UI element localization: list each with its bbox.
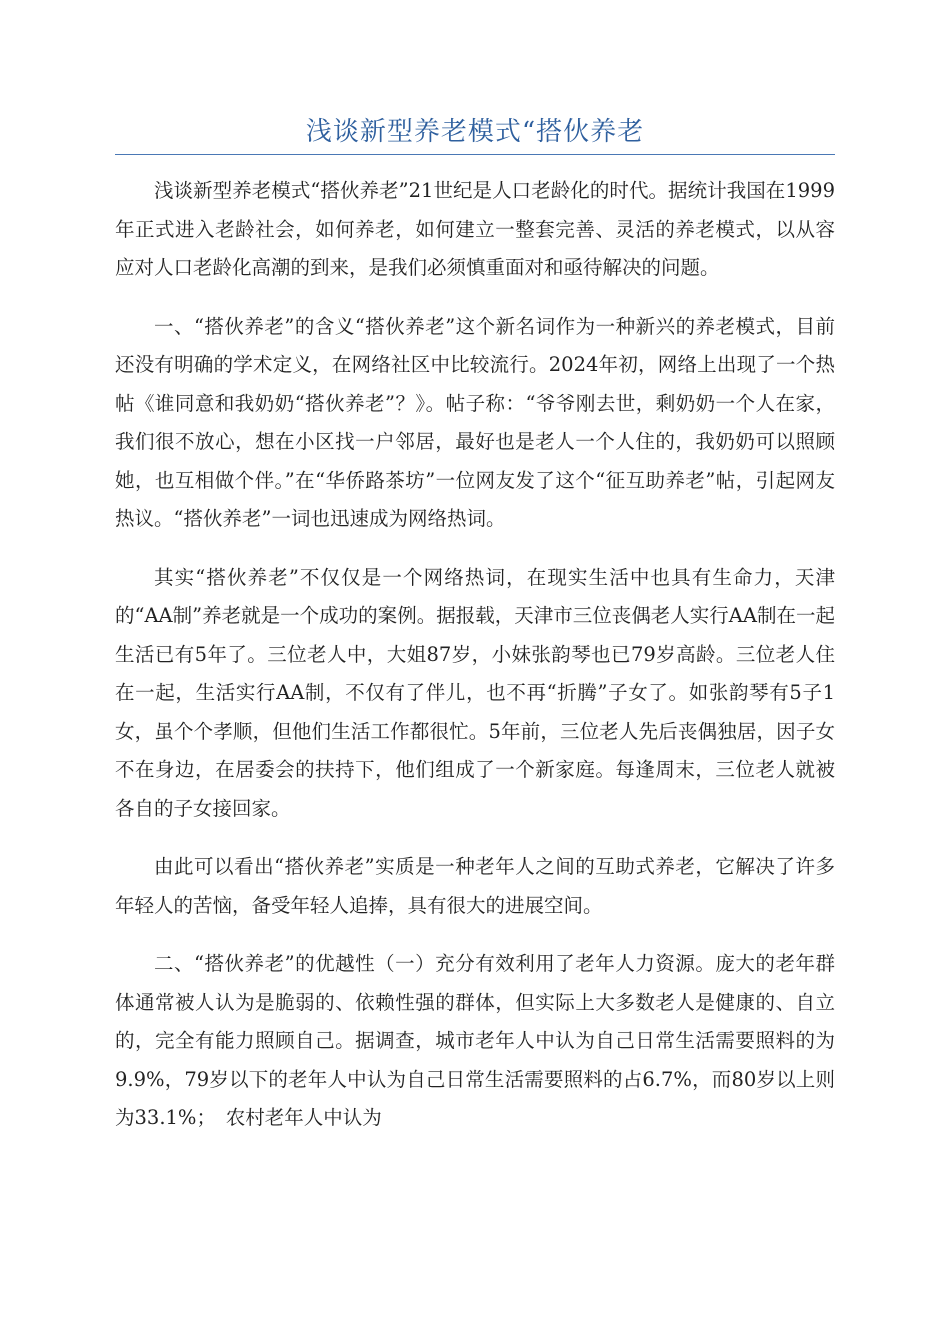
paragraph-section-1: 一、“搭伙养老”的含义“搭伙养老”这个新名词作为一种新兴的养老模式，目前还没有明确的学术定义，在网络社区中比较流行。2024年初，网络上出现了一个热帖《谁同意和我奶奶“搭伙养老”？》。帖子称：“爷爷刚去世，剩奶奶一个人在家，我们很不放心，想在小区找一户邻居，最好也是老人一个人住的，我奶奶可以照顾她，也互相做个伴。”在“华侨路茶坊”一位网友发了这个“征互助养老”帖，引起网友热议。“搭伙养老”一词也迅速成为网络热词。 <box>115 314 835 530</box>
paragraph-conclusion: 由此可以看出“搭伙养老”实质是一种老年人之间的互助式养老，它解决了许多年轻人的苦恼，备受年轻人追捧，具有很大的进展空间。 <box>115 855 835 917</box>
document-title: 浅谈新型养老模式“搭伙养老 <box>305 117 645 147</box>
paragraph-tianjin-case: 其实“搭伙养老”不仅仅是一个网络热词，在现实生活中也具有生命力，天津的“AA制”养老就是一个成功的案例。据报载，天津市三位丧偶老人实行AA制在一起生活已有5年了。三位老人中，大姐87岁，小妹张韵琴也已79岁高龄。三位老人住在一起，生活实行AA制，不仅有了伴儿，也不再“折腾”子女了。如张韵琴有5子1女，虽个个孝顺，但他们生活工作都很忙。5年前，三位老人先后丧偶独居，因子女不在身边，在居委会的扶持下，他们组成了一个新家庭。每逢周末，三位老人就被各自的子女接回家。 <box>115 565 835 820</box>
title-underline <box>115 154 835 155</box>
document-body <box>115 172 835 1158</box>
paragraph-intro: 浅谈新型养老模式“搭伙养老”21世纪是人口老龄化的时代。据统计我国在1999年正式进入老龄社会，如何养老，如何建立一整套完善、灵活的养老模式，以从容应对人口老龄化高潮的到来，是我们必须慎重面对和亟待解决的问题。 <box>115 179 835 279</box>
paragraph-section-2: 二、“搭伙养老”的优越性（一）充分有效利用了老年人力资源。庞大的老年群体通常被人认为是脆弱的、依赖性强的群体，但实际上大多数老人是健康的、自立的，完全有能力照顾自己。据调查，城市老年人中认为自己日常生活需要照料的为9.9%，79岁以下的老年人中认为自己日常生活需要照料的占6.7%，而80岁以上则为33.1%； 农村老年人中认为 <box>115 952 835 1129</box>
